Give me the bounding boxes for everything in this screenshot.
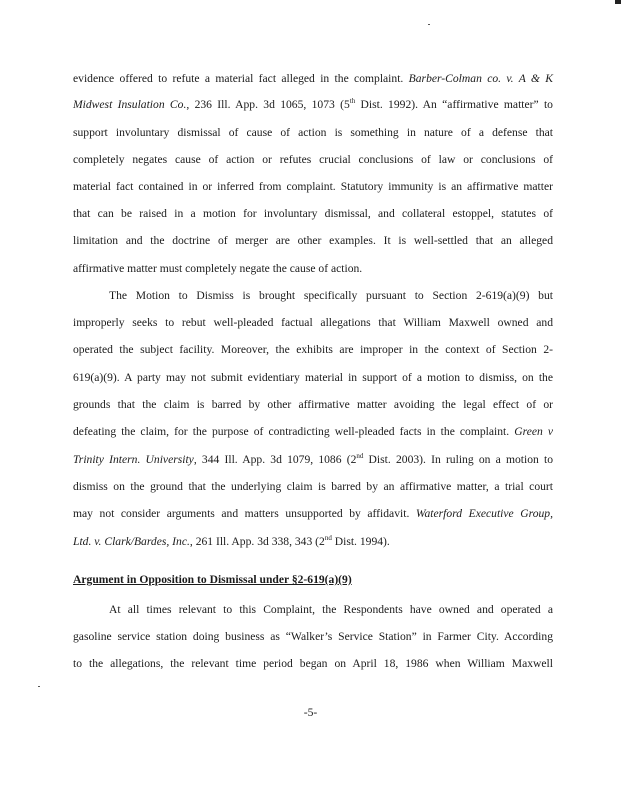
paragraph-2-line-6: defeating the claim, for the purpose of contradicting well-pleaded facts in the complaint. Green v (73, 425, 553, 438)
section-heading: Argument in Opposition to Dismissal under §2-619(a)(9) (73, 573, 352, 586)
paragraph-2-line-9: may not consider arguments and matters unsupported by affidavit. Waterford Executive Group, (73, 507, 553, 520)
paragraph-1-line-7: limitation and the doctrine of merger are other examples. It is well-settled that an alleged (73, 234, 553, 247)
scan-edge-mark (615, 0, 621, 4)
paragraph-2-line-4: 619(a)(9). A party may not submit evidentiary material in support of a motion to dismiss, on the (73, 371, 553, 384)
paragraph-3-line-3: to the allegations, the relevant time period began on April 18, 1986 when William Maxwell (73, 657, 553, 670)
paragraph-1-line-6: that can be raised in a motion for involuntary dismissal, and collateral estoppel, statutes of (73, 207, 553, 220)
paragraph-2-line-7: Trinity Intern. University, 344 Ill. App. 3d 1079, 1086 (2nd Dist. 2003). In ruling on a motion to (73, 452, 553, 466)
scan-speck (38, 686, 40, 687)
paragraph-1-line-4: completely negates cause of action or refutes crucial conclusions of law or conclusions of (73, 153, 553, 166)
paragraph-1-line-3: support involuntary dismissal of cause of action is something in nature of a defense that (73, 126, 553, 139)
paragraph-2-line-8: dismiss on the ground that the underlying claim is barred by an affirmative matter, a trial court (73, 480, 553, 493)
paragraph-2-line-10: Ltd. v. Clark/Bardes, Inc., 261 Ill. App. 3d 338, 343 (2nd Dist. 1994). (73, 534, 390, 548)
paragraph-3-line-2: gasoline service station doing business as “Walker’s Service Station” in Farmer City. According (73, 630, 553, 643)
paragraph-1-line-5: material fact contained in or inferred from complaint. Statutory immunity is an affirmative matter (73, 180, 553, 193)
paragraph-1-line-2: Midwest Insulation Co., 236 Ill. App. 3d 1065, 1073 (5th Dist. 1992). An “affirmative matter” to (73, 97, 553, 111)
paragraph-3-line-1: At all times relevant to this Complaint, the Respondents have owned and operated a (109, 603, 553, 616)
scan-speck (428, 24, 430, 25)
paragraph-1-line-8: affirmative matter must completely negate the cause of action. (73, 262, 363, 275)
page-number: -5- (303, 706, 318, 719)
paragraph-2-line-3: operated the subject facility. Moreover, the exhibits are improper in the context of Section 2- (73, 343, 553, 356)
paragraph-2-line-5: grounds that the claim is barred by other affirmative matter avoiding the legal effect of or (73, 398, 553, 411)
paragraph-1-line-1: evidence offered to refute a material fact alleged in the complaint. Barber-Colman co. v. A & K (73, 72, 554, 85)
paragraph-2-line-2: improperly seeks to rebut well-pleaded factual allegations that William Maxwell owned and (73, 316, 553, 329)
paragraph-2-line-1: The Motion to Dismiss is brought specifically pursuant to Section 2-619(a)(9) but (109, 289, 553, 302)
